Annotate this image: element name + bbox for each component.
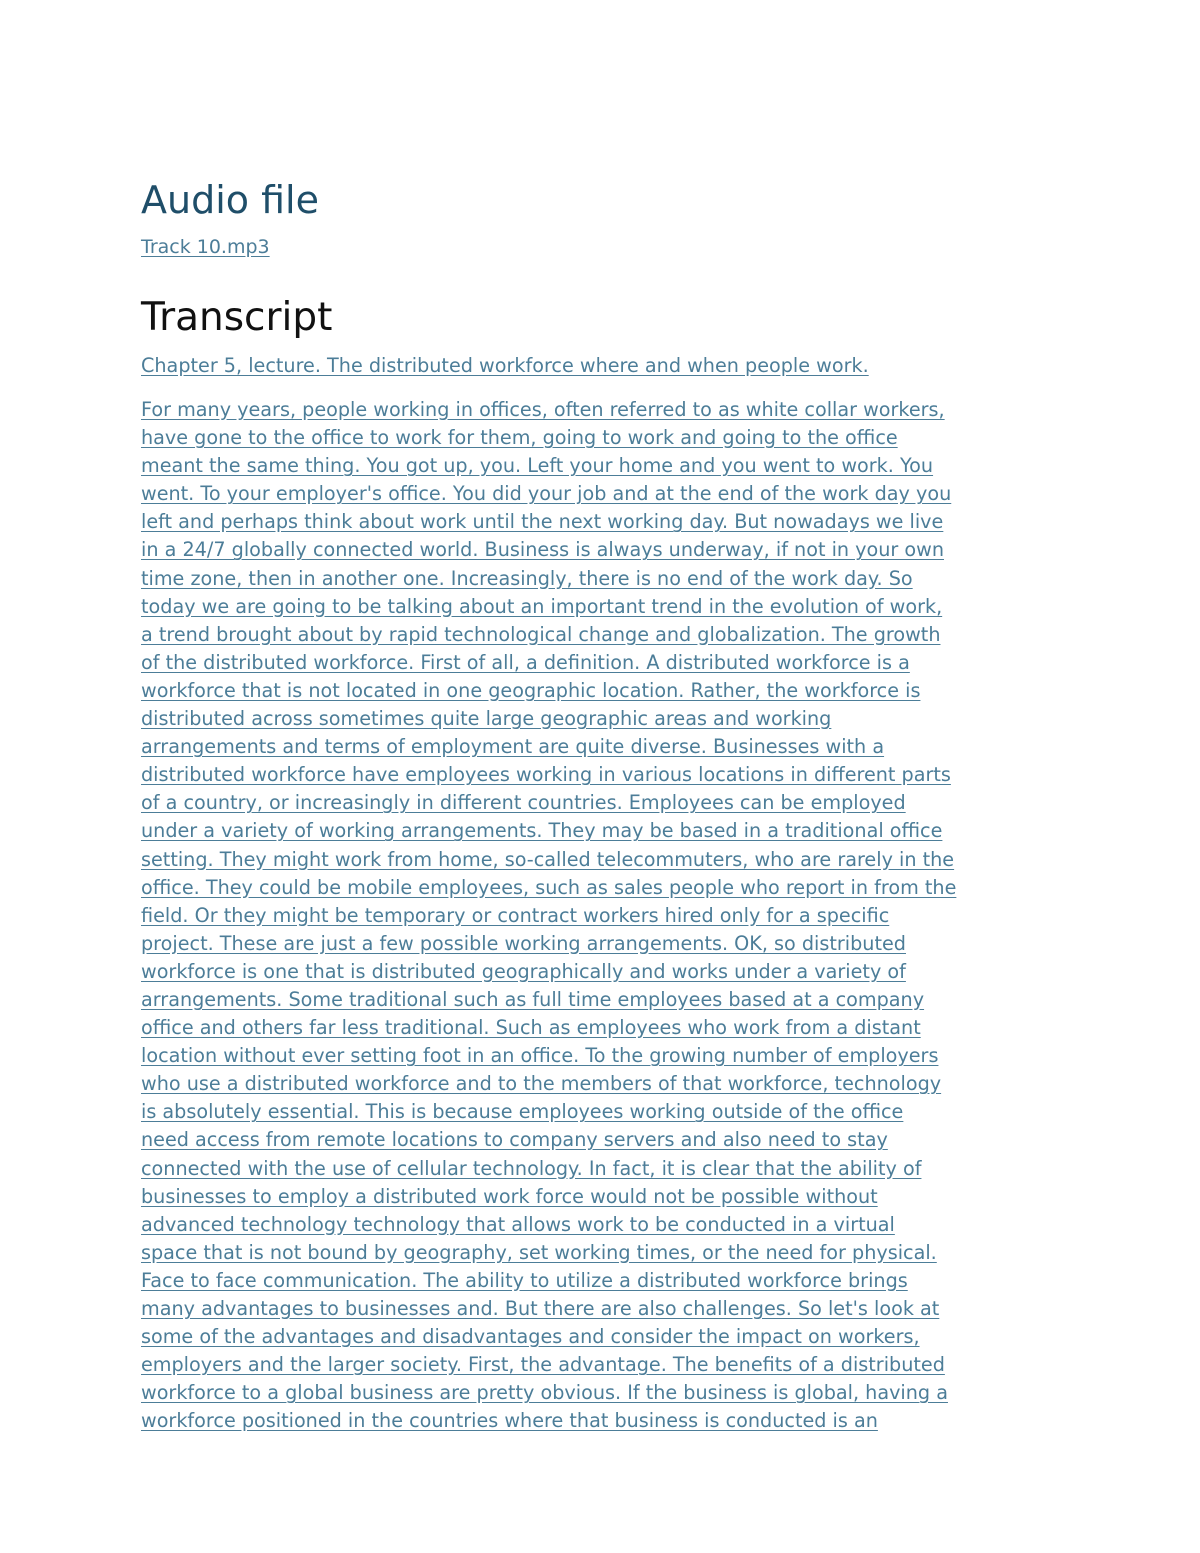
- transcript-line: [141, 593, 1066, 621]
- transcript-line: [141, 733, 1066, 761]
- transcript-line: [141, 817, 1066, 845]
- transcript-line: [141, 1042, 1066, 1070]
- transcript-line: [141, 1211, 1066, 1239]
- transcript-line: [141, 508, 1066, 536]
- transcript-line: [141, 536, 1066, 564]
- transcript-line-link[interactable]: meant the same thing. You got up, you. Left your home and you went to work. You: [141, 454, 934, 478]
- transcript-line: [141, 1323, 1066, 1351]
- chapter-link[interactable]: Chapter 5, lecture. The distributed workforce where and when people work.: [141, 354, 869, 377]
- transcript-line-link[interactable]: in a 24/7 globally connected world. Business is always underway, if not in your own: [141, 538, 944, 562]
- transcript-line: [141, 1407, 1066, 1435]
- transcript-line: [141, 1126, 1066, 1154]
- transcript-line: [141, 1014, 1066, 1042]
- transcript-line-link[interactable]: distributed workforce have employees working in various locations in different parts: [141, 763, 951, 787]
- transcript-line-link[interactable]: some of the advantages and disadvantages and consider the impact on workers,: [141, 1325, 920, 1349]
- transcript-line: [141, 902, 1066, 930]
- transcript-line-link[interactable]: is absolutely essential. This is because employees working outside of the office: [141, 1100, 904, 1124]
- transcript-line: [141, 565, 1066, 593]
- transcript-line-link[interactable]: Face to face communication. The ability to utilize a distributed workforce brings: [141, 1268, 908, 1292]
- transcript-line: [141, 958, 1066, 986]
- transcript-line-link[interactable]: left and perhaps think about work until the next working day. But nowadays we live: [141, 510, 944, 534]
- transcript-line-link[interactable]: field. Or they might be temporary or contract workers hired only for a specific: [141, 903, 890, 927]
- transcript-line: [141, 1070, 1066, 1098]
- transcript-line: [141, 1155, 1066, 1183]
- transcript-line: [141, 761, 1066, 789]
- transcript-line-link[interactable]: workforce that is not located in one geographic location. Rather, the workforce is: [141, 678, 921, 702]
- transcript-line-link[interactable]: have gone to the office to work for them, going to work and going to the office: [141, 426, 898, 450]
- transcript-line: [141, 846, 1066, 874]
- transcript-line: [141, 1351, 1066, 1379]
- audio-file-link[interactable]: Track 10.mp3: [141, 236, 270, 258]
- transcript-line-link[interactable]: employers and the larger society. First, the advantage. The benefits of a distributed: [141, 1353, 945, 1377]
- transcript-line: [141, 452, 1066, 480]
- transcript-line-link[interactable]: project. These are just a few possible working arrangements. OK, so distributed: [141, 931, 906, 955]
- transcript-line-link[interactable]: of the distributed workforce. First of all, a definition. A distributed workforce is a: [141, 650, 910, 674]
- transcript-line: [141, 649, 1066, 677]
- transcript-line: [141, 480, 1066, 508]
- transcript-line: [141, 705, 1066, 733]
- transcript-line-link[interactable]: went. To your employer's office. You did your job and at the end of the work day you: [141, 482, 952, 506]
- transcript-line-link[interactable]: time zone, then in another one. Increasingly, there is no end of the work day. So: [141, 566, 913, 590]
- transcript-line-link[interactable]: need access from remote locations to company servers and also need to stay: [141, 1128, 888, 1152]
- transcript-line-link[interactable]: of a country, or increasingly in different countries. Employees can be employed: [141, 791, 906, 815]
- transcript-line-link[interactable]: businesses to employ a distributed work force would not be possible without: [141, 1184, 878, 1208]
- transcript-line: [141, 1267, 1066, 1295]
- transcript-line: [141, 1183, 1066, 1211]
- transcript-line: [141, 424, 1066, 452]
- transcript-line-link[interactable]: workforce is one that is distributed geographically and works under a variety of: [141, 959, 906, 983]
- audio-file-heading: Audio file: [141, 178, 319, 222]
- transcript-line-link[interactable]: arrangements and terms of employment are quite diverse. Businesses with a: [141, 735, 885, 759]
- transcript-line-link[interactable]: under a variety of working arrangements. They may be based in a traditional office: [141, 819, 943, 843]
- transcript-line-link[interactable]: space that is not bound by geography, set working times, or the need for physical.: [141, 1240, 937, 1264]
- transcript-line-link[interactable]: location without ever setting foot in an office. To the growing number of employers: [141, 1044, 939, 1068]
- transcript-line-link[interactable]: who use a distributed workforce and to the members of that workforce, technology: [141, 1072, 942, 1096]
- transcript-paragraph: [141, 396, 1066, 1435]
- transcript-line: [141, 789, 1066, 817]
- transcript-line: [141, 986, 1066, 1014]
- transcript-line-link[interactable]: setting. They might work from home, so-called telecommuters, who are rarely in the: [141, 847, 955, 871]
- transcript-line-link[interactable]: a trend brought about by rapid technological change and globalization. The growth: [141, 622, 941, 646]
- transcript-line-link[interactable]: many advantages to businesses and. But there are also challenges. So let's look at: [141, 1297, 940, 1320]
- transcript-line: [141, 621, 1066, 649]
- transcript-line-link[interactable]: For many years, people working in offices, often referred to as white collar workers,: [141, 398, 945, 421]
- transcript-line: [141, 1295, 1066, 1323]
- transcript-line-link[interactable]: workforce positioned in the countries where that business is conducted is an: [141, 1409, 878, 1433]
- transcript-line-link[interactable]: workforce to a global business are pretty obvious. If the business is global, having a: [141, 1381, 948, 1405]
- transcript-line-link[interactable]: office. They could be mobile employees, such as sales people who report in from the: [141, 875, 957, 899]
- transcript-line: [141, 1379, 1066, 1407]
- transcript-chapter-line: [141, 352, 869, 380]
- transcript-line: [141, 396, 1066, 424]
- transcript-heading: Transcript: [141, 295, 333, 340]
- transcript-line: [141, 930, 1066, 958]
- transcript-line: [141, 1239, 1066, 1267]
- transcript-line-link[interactable]: advanced technology technology that allows work to be conducted in a virtual: [141, 1212, 895, 1236]
- transcript-line-link[interactable]: connected with the use of cellular technology. In fact, it is clear that the ability of: [141, 1156, 922, 1180]
- transcript-line: [141, 874, 1066, 902]
- transcript-line-link[interactable]: office and others far less traditional. Such as employees who work from a distant: [141, 1016, 921, 1040]
- transcript-line: [141, 677, 1066, 705]
- transcript-line-link[interactable]: today we are going to be talking about an important trend in the evolution of work,: [141, 594, 943, 618]
- transcript-line-link[interactable]: distributed across sometimes quite large geographic areas and working: [141, 707, 832, 731]
- transcript-line-link[interactable]: arrangements. Some traditional such as full time employees based at a company: [141, 987, 925, 1011]
- transcript-line: [141, 1098, 1066, 1126]
